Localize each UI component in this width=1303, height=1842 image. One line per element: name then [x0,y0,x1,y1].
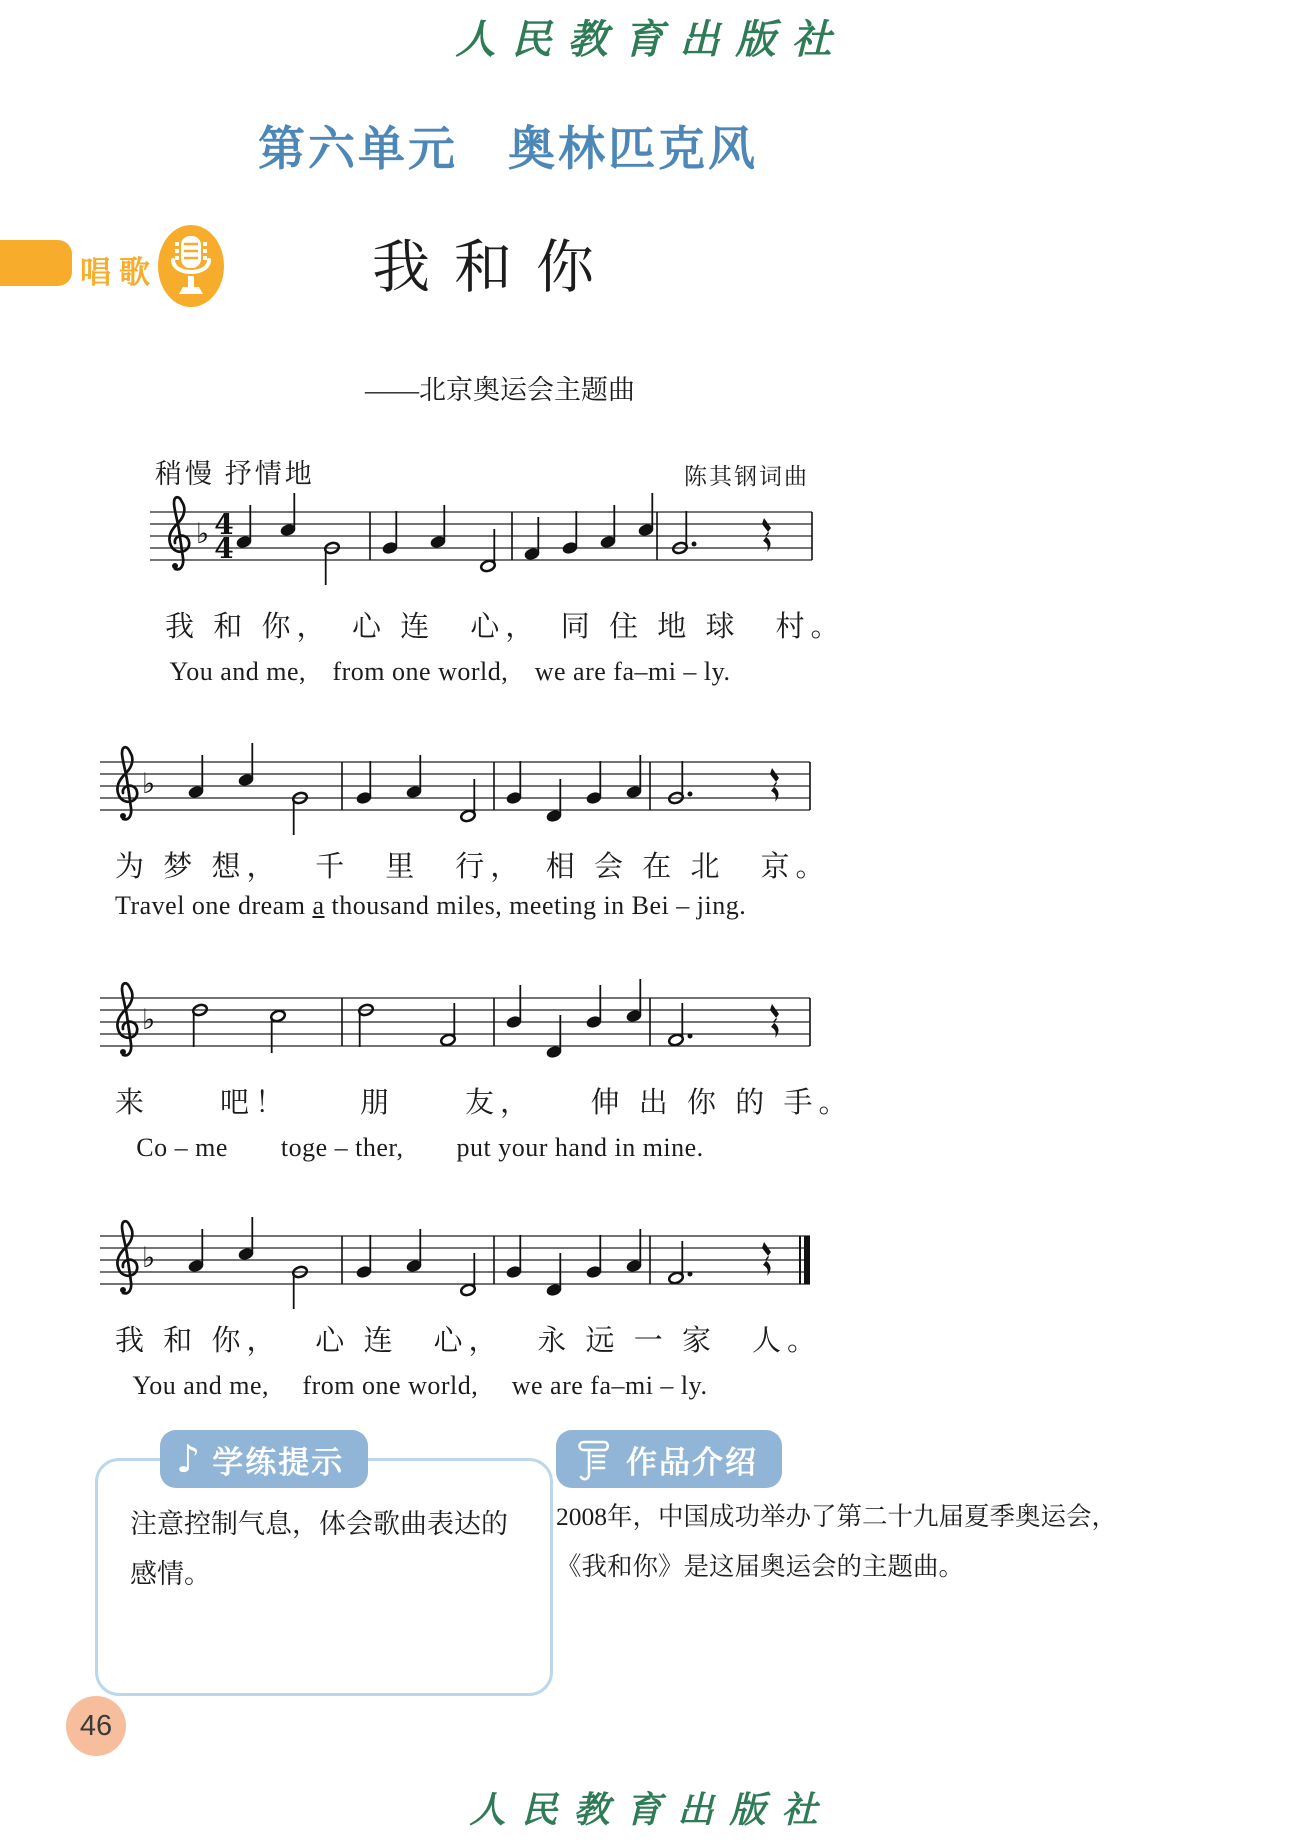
time-signature-top: 4 [214,508,234,541]
page-number: 46 [79,1709,113,1742]
final-barline-thin [799,1236,801,1284]
treble-clef-icon [117,1221,137,1293]
eighth-note-icon: ♪ [176,1437,201,1481]
practice-tip-title: 学练提示 [212,1444,345,1480]
flat-icon: ♭ [196,517,210,550]
treble-clef-icon [117,983,137,1055]
lyrics-en-line-3: Co – me toge – ther, put your hand in mine. [136,1133,704,1162]
lyrics-zh-line-4: 我 和 你， 心 连 心， 永 远 一 家 人。 [115,1325,823,1357]
publisher-logo-bottom: 人民教育出版社 [469,1789,834,1831]
song-title: 我和你 [371,235,618,300]
treble-clef-dot [172,563,178,569]
tempo-marking: 稍慢 抒情地 [155,459,315,489]
lyrics-en-line-1: You and me, from one world, we are fa–mi – ly. [169,657,731,686]
lyrics-en-line-4: You and me, from one world, we are fa–mi – ly. [132,1371,708,1400]
final-barline-thick [804,1236,810,1284]
music-staff-1 [150,492,820,596]
composer-credit: 陈其钢词曲 [684,464,809,489]
sing-label: 唱歌 [80,255,158,290]
lyrics-zh-line-3: 来 吧！ 朋 友， 伸 出 你 的 手。 [115,1087,854,1119]
lyrics-en-2-post: thousand miles, meeting in Bei – jing. [324,891,747,920]
lyrics-en-2-underlined: a [312,891,325,920]
page-number-badge [66,1696,126,1756]
music-staff-4 [100,1216,814,1320]
flat-icon: ♭ [142,1003,156,1036]
practice-tip-body: 注意控制气息，体会歌曲表达的感情。 [130,1509,508,1589]
scroll-icon [572,1436,614,1482]
lyrics-zh-line-2: 为 梦 想， 千 里 行， 相 会 在 北 京。 [115,851,831,883]
publisher-logo-top: 人民教育出版社 [455,16,848,63]
augmentation-dot [692,542,697,547]
quarter-rest-icon [770,1004,779,1038]
augmentation-dot [688,792,693,797]
about-work-title: 作品介绍 [626,1444,758,1480]
quarter-rest-icon [762,1242,771,1276]
unit-title: 第六单元 奥林匹克风 [258,122,758,175]
augmentation-dot [688,1034,693,1039]
quarter-rest-icon [762,518,771,552]
treble-clef-icon [117,747,137,819]
about-work-body: 2008年，中国成功举办了第二十九届夏季奥运会，《我和你》是这届奥运会的主题曲。 [556,1502,1118,1581]
time-signature-bottom: 4 [214,532,234,565]
lyrics-zh-line-1: 我 和 你， 心 连 心， 同 住 地 球 村。 [165,611,846,643]
flat-icon: ♭ [142,1241,156,1274]
augmentation-dot [688,1272,693,1277]
treble-clef-dot [120,1287,126,1293]
lyrics-en-line-2 [115,891,747,921]
quarter-rest-icon [770,768,779,802]
lyrics-en-2-pre: Travel one dream [115,891,313,920]
treble-clef-icon [169,497,189,569]
music-staff-3 [100,978,814,1082]
song-subtitle: ——北京奥运会主题曲 [365,375,635,405]
treble-clef-dot [120,1049,126,1055]
practice-tip-badge [160,1430,368,1488]
flat-icon: ♭ [142,767,156,800]
music-staff-2 [100,742,814,846]
about-work-badge [556,1430,782,1488]
treble-clef-dot [120,813,126,819]
